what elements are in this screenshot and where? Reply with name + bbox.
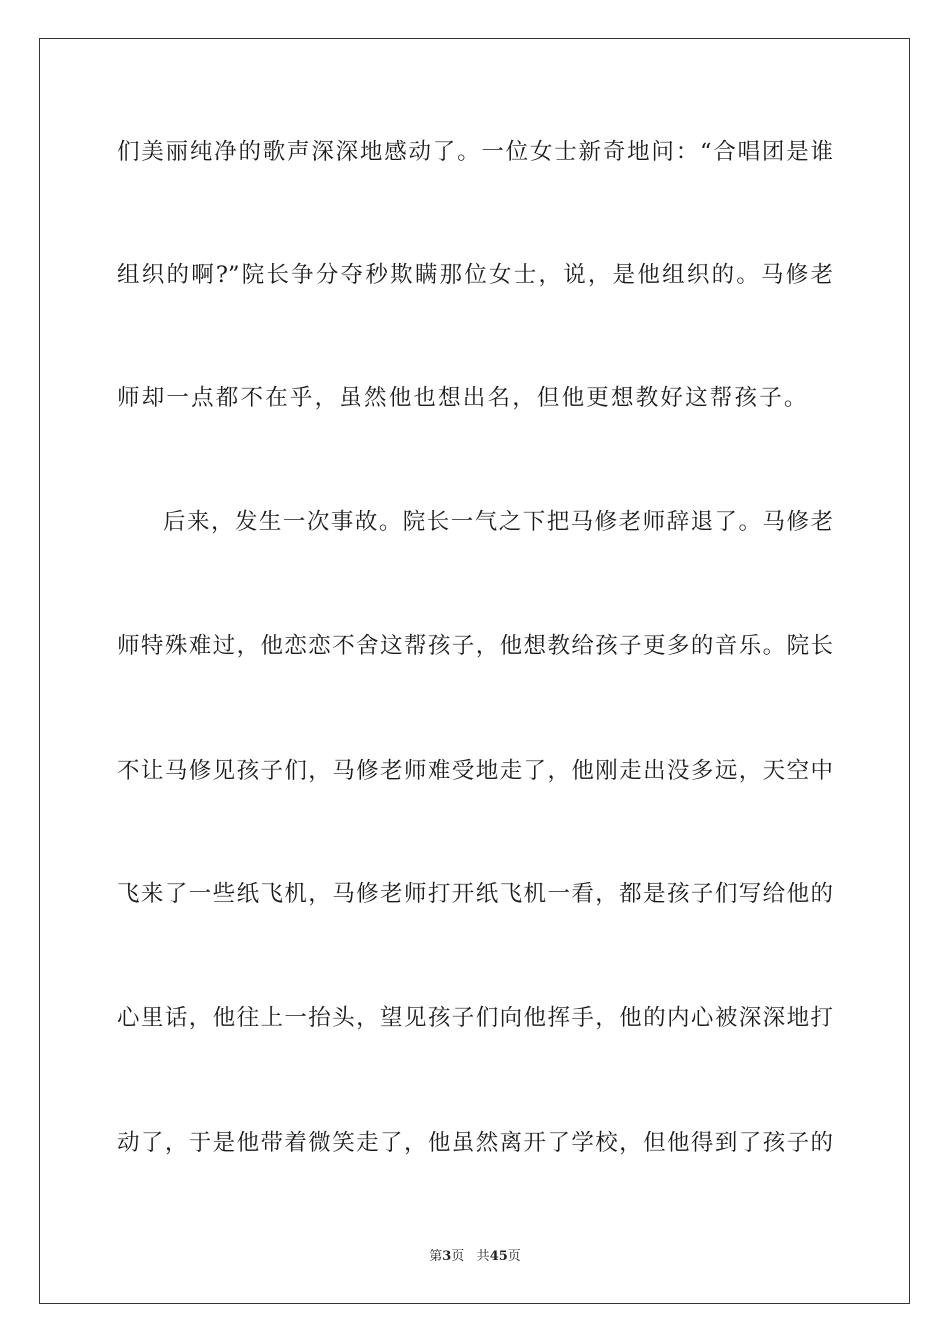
current-page-number: 3	[442, 1249, 452, 1264]
total-label-suffix: 页	[507, 1249, 521, 1264]
paragraph-line-6: 不让马修见孩子们，马修老师难受地走了，他刚走出没多远，天空中	[117, 758, 833, 784]
paragraph-line-9: 动了，于是他带着微笑走了，他虽然离开了学校，但他得到了孩子的	[117, 1130, 833, 1156]
paragraph-line-1: 们美丽纯净的歌声深深地感动了。一位女士新奇地问：“合唱团是谁	[117, 139, 833, 165]
paragraph-line-7: 飞来了一些纸飞机，马修老师打开纸飞机一看，都是孩子们写给他的	[117, 881, 833, 907]
paragraph-line-2: 组织的啊?”院长争分夺秒欺瞒那位女士，说，是他组织的。马修老	[117, 262, 833, 288]
total-label-prefix: 共	[476, 1249, 490, 1264]
page-footer	[0, 1248, 950, 1266]
page-label-prefix: 第	[429, 1249, 443, 1264]
paragraph-line-4: 后来，发生一次事故。院长一气之下把马修老师辞退了。马修老	[163, 509, 833, 535]
paragraph-line-5: 师特殊难过，他恋恋不舍这帮孩子，他想教给孩子更多的音乐。院长	[117, 633, 833, 659]
paragraph-line-3: 师却一点都不在乎，虽然他也想出名，但他更想教好这帮孩子。	[117, 385, 809, 411]
page-label-suffix: 页	[451, 1249, 465, 1264]
paragraph-line-8: 心里话，他往上一抬头，望见孩子们向他挥手，他的内心被深深地打	[117, 1005, 833, 1031]
page-border	[39, 38, 910, 1304]
total-page-count: 45	[489, 1249, 508, 1264]
